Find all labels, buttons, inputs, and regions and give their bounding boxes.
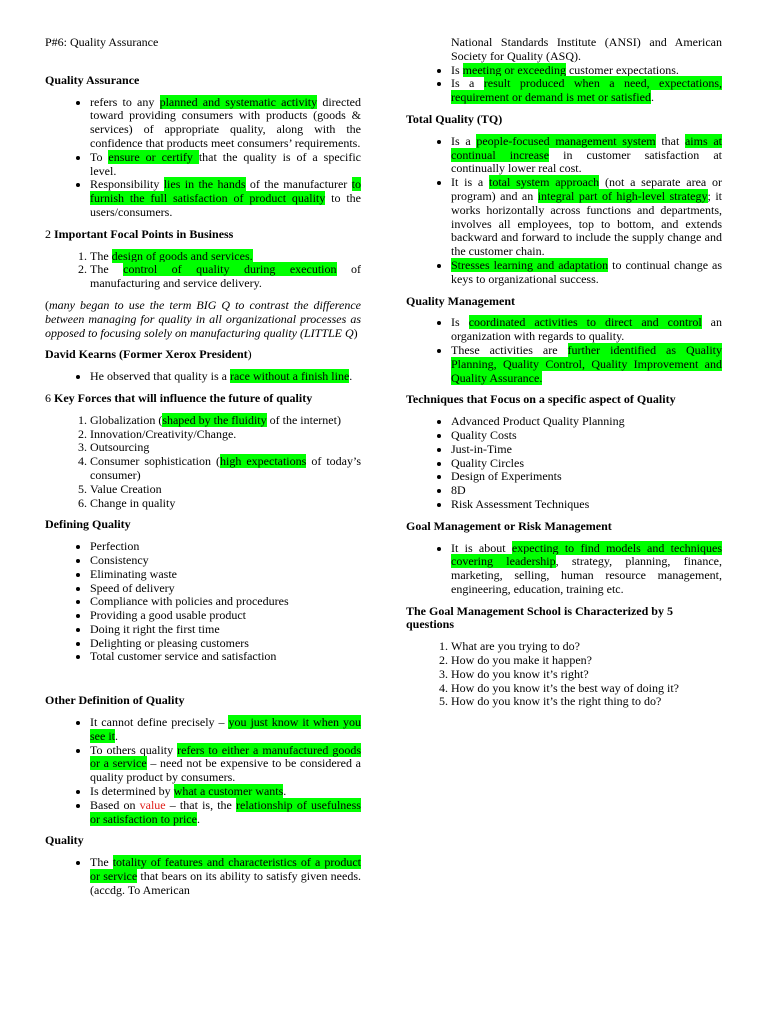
tq-list xyxy=(406,135,722,287)
left-column xyxy=(45,36,361,898)
list-item: • Risk Assessment Techniques xyxy=(451,498,722,512)
list-item: • Eliminating waste xyxy=(90,568,361,582)
focal-list xyxy=(45,250,361,291)
list-item: • Total customer service and satisfaction xyxy=(90,650,361,664)
list-item: • Advanced Product Quality Planning xyxy=(451,415,722,429)
focal-heading: 2 Important Focal Points in Business xyxy=(45,226,234,241)
tq-heading: Total Quality (TQ) xyxy=(406,111,503,126)
list-item: • Quality Costs xyxy=(451,429,722,443)
list-item: • To others quality refers to either a manufactured goods or a service – need not be expensive to be considered a quality product by consumers. xyxy=(90,744,361,785)
list-item: • Consistency xyxy=(90,554,361,568)
other-heading: Other Definition of Quality xyxy=(45,693,185,708)
list-item: • These activities are further identified as Quality Planning, Quality Control, Quality Improvement and Quality Assurance. xyxy=(451,344,722,385)
kearns-list xyxy=(45,370,361,384)
quality-list xyxy=(45,856,361,897)
qa-heading: Quality Assurance xyxy=(45,72,140,87)
list-item: • Is meeting or exceeding customer expectations. xyxy=(451,64,722,78)
list-item: • Is coordinated activities to direct and control an organization with regards to quality. xyxy=(451,316,722,344)
forces-list xyxy=(45,414,361,511)
qm-list xyxy=(406,316,722,385)
list-item: • Perfection xyxy=(90,540,361,554)
list-item: • Just-in-Time xyxy=(451,443,722,457)
list-item: • refers to any planned and systematic activity directed toward providing consumers with products (goods & services) of appropriate quality, along with the confidence that products meet consumers’ requirements. xyxy=(90,96,361,151)
techniques-heading: Techniques that Focus on a specific aspect of Quality xyxy=(406,392,676,407)
list-item: 3. Outsourcing xyxy=(90,441,361,455)
school-heading: The Goal Management School is Characterized by 5 questions xyxy=(406,603,673,632)
defining-list xyxy=(45,540,361,664)
quality-heading: Quality xyxy=(45,833,84,848)
list-item: 2. Innovation/Creativity/Change. xyxy=(90,428,361,442)
list-item: • Based on value – that is, the relationship of usefulness or satisfaction to price. xyxy=(90,799,361,827)
list-item: • Stresses learning and adaptation to continual change as keys to organizational success. xyxy=(451,259,722,287)
list-item: 4. Consumer sophistication (high expectations of today’s consumer) xyxy=(90,455,361,483)
big-q-note: (many began to use the term BIG Q to contrast the difference between managing for quality in all organizational processes as opposed to focusing solely on manufacturing quality (LITTLE Q) xyxy=(45,297,361,340)
list-item: • He observed that quality is a race without a finish line. xyxy=(90,370,361,384)
page-title: P#6: Quality Assurance xyxy=(45,35,159,49)
school-list xyxy=(406,640,722,709)
goal-heading: Goal Management or Risk Management xyxy=(406,518,612,533)
other-list xyxy=(45,716,361,826)
list-item: • Speed of delivery xyxy=(90,582,361,596)
list-item: 1. Globalization (shaped by the fluidity of the internet) xyxy=(90,414,361,428)
list-item: 4. How do you know it’s the best way of doing it? xyxy=(451,682,722,696)
forces-heading: 6 Key Forces that will influence the future of quality xyxy=(45,390,313,405)
list-item: • Quality Circles xyxy=(451,457,722,471)
list-item: • Doing it right the first time xyxy=(90,623,361,637)
list-item: • It cannot define precisely – you just know it when you see it. xyxy=(90,716,361,744)
list-item: 1. What are you trying to do? xyxy=(451,640,722,654)
list-item: • Compliance with policies and procedures xyxy=(90,595,361,609)
list-item: • Is determined by what a customer wants. xyxy=(90,785,361,799)
list-item: 5. How do you know it’s the right thing to do? xyxy=(451,695,722,709)
list-item: • Responsibility lies in the hands of the manufacturer to furnish the full satisfaction of product quality to the users/consumers. xyxy=(90,178,361,219)
list-item: • Delighting or pleasing customers xyxy=(90,637,361,651)
defining-heading: Defining Quality xyxy=(45,517,131,532)
goal-list xyxy=(406,542,722,597)
kearns-heading: David Kearns (Former Xerox President) xyxy=(45,347,252,362)
list-item: • Is a people-focused management system that aims at continual increase in customer satisfaction at continually lower real cost. xyxy=(451,135,722,176)
list-item: • Providing a good usable product xyxy=(90,609,361,623)
techniques-list xyxy=(406,415,722,512)
list-item: 2. The control of quality during execution of manufacturing and service delivery. xyxy=(90,263,361,291)
qa-list xyxy=(45,96,361,220)
list-item: • 8D xyxy=(451,484,722,498)
list-item: 3. How do you know it’s right? xyxy=(451,668,722,682)
list-item: • To ensure or certify that the quality is of a specific level. xyxy=(90,151,361,179)
list-item: • It is about expecting to find models and techniques covering leadership, strategy, planning, finance, marketing, selling, human resource management, engineering, education, training etc. xyxy=(451,542,722,597)
list-item: 2. How do you make it happen? xyxy=(451,654,722,668)
qm-heading: Quality Management xyxy=(406,293,515,308)
list-item: • Design of Experiments xyxy=(451,470,722,484)
list-item: • Is a result produced when a need, expectations, requirement or demand is met or satisfied. xyxy=(451,77,722,105)
list-item: 5. Value Creation xyxy=(90,483,361,497)
quality-list-continued xyxy=(406,64,722,105)
list-item: 1. The design of goods and services. xyxy=(90,250,361,264)
right-column xyxy=(406,36,722,709)
value-term: value xyxy=(139,797,166,812)
list-item: • It is a total system approach (not a separate area or program) and an integral part of high-level strategy; it works horizontally across functions and departments, involves all employees, top to bottom, and extends backward and forward to include the supply change and the customer chain. xyxy=(451,176,722,259)
list-item: 6. Change in quality xyxy=(90,497,361,511)
list-item: • The totality of features and characteristics of a product or service that bears on its ability to satisfy given needs. (accdg. To American xyxy=(90,856,361,897)
quality-continued: National Standards Institute (ANSI) and American Society for Quality (ASQ). xyxy=(451,35,722,63)
